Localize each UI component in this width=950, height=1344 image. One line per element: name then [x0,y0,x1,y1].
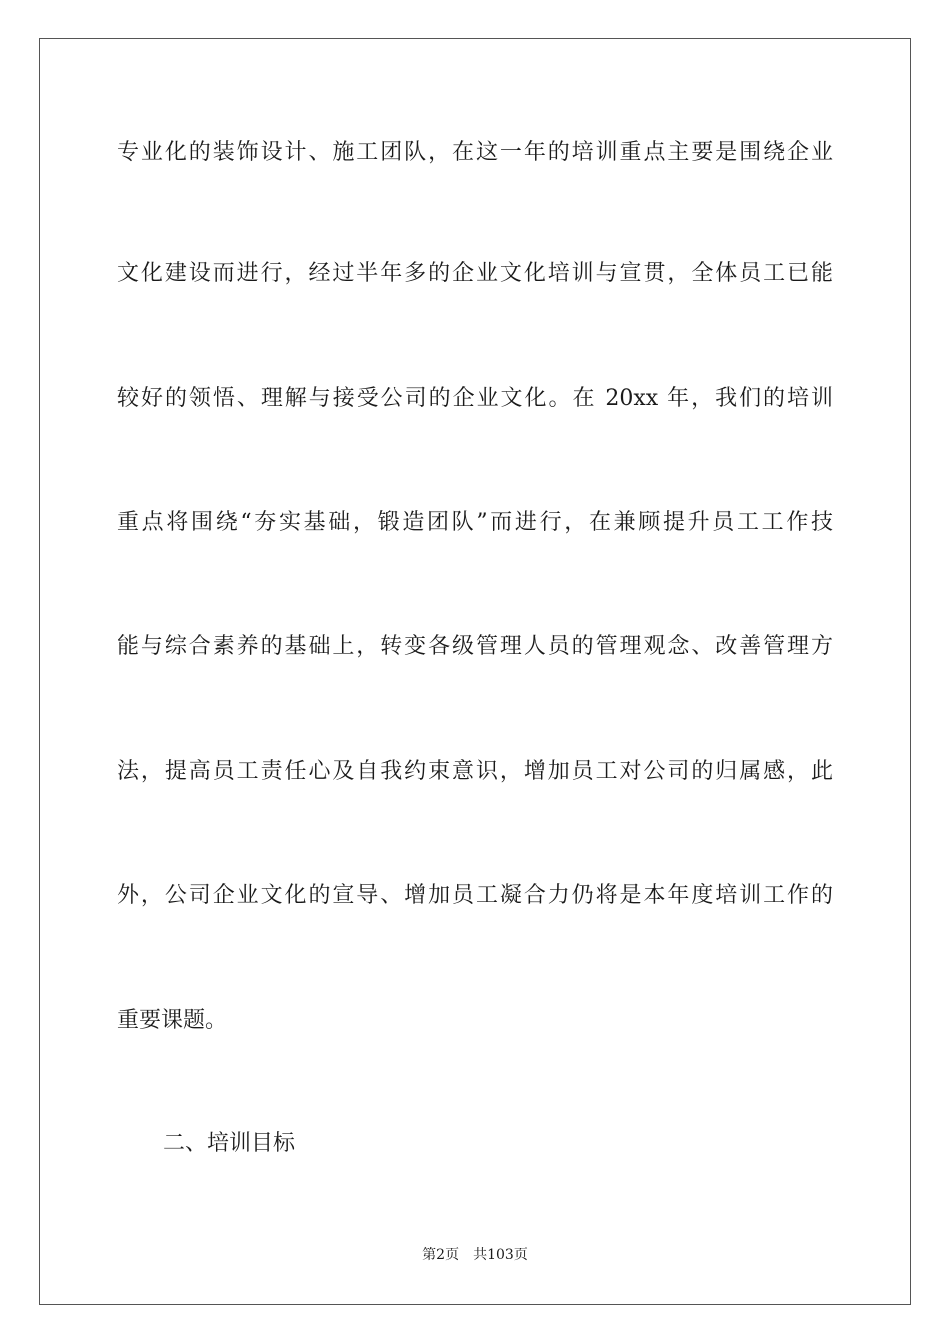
page-footer [0,1245,950,1265]
paragraph-line-6: 法，提高员工责任心及自我约束意识，增加员工对公司的归属感，此 [117,759,833,784]
paragraph-line-1: 专业化的装饰设计、施工团队，在这一年的培训重点主要是围绕企业 [117,140,833,165]
paragraph-line-3: 较好的领悟、理解与接受公司的企业文化。在 20xx 年，我们的培训 [117,386,833,411]
section-heading: 二、培训目标 [163,1131,296,1156]
paragraph-line-5: 能与综合素养的基础上，转变各级管理人员的管理观念、改善管理方 [117,634,833,659]
page-number: 第2页 [422,1247,460,1263]
page-total: 共103页 [473,1247,528,1263]
page-border [39,38,911,1305]
paragraph-line-2: 文化建设而进行，经过半年多的企业文化培训与宣贯，全体员工已能 [117,261,833,286]
paragraph-line-7: 外，公司企业文化的宣导、增加员工凝合力仍将是本年度培训工作的 [117,883,833,908]
paragraph-line-8: 重要课题。 [117,1008,228,1033]
paragraph-line-4: 重点将围绕“夯实基础，锻造团队”而进行，在兼顾提升员工工作技 [117,510,833,535]
